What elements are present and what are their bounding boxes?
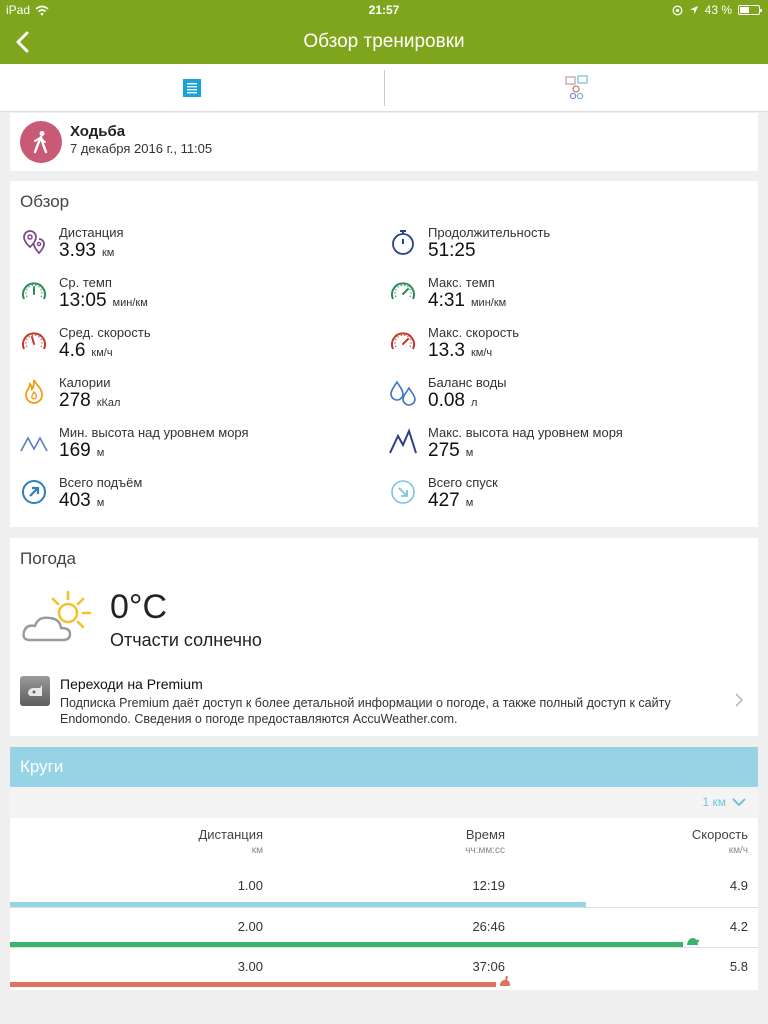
stat-label: Дистанция <box>59 225 124 240</box>
stat-item <box>19 225 379 269</box>
stat-unit: кКал <box>96 397 121 409</box>
stat-value <box>428 490 473 512</box>
stat-item <box>388 225 748 269</box>
max-altitude-icon <box>388 427 418 457</box>
stat-item <box>19 425 379 469</box>
stat-unit: м <box>465 497 474 509</box>
premium-logo-icon <box>20 676 50 706</box>
weather-card <box>10 538 758 736</box>
stat-item <box>388 375 748 419</box>
max-speed-icon <box>388 327 418 357</box>
lap-distance: 2.00 <box>237 919 263 934</box>
lap-speed: 5.8 <box>729 959 748 974</box>
stat-item <box>19 375 379 419</box>
tab-summary[interactable] <box>0 64 384 111</box>
workout-header <box>10 113 758 171</box>
lap-row[interactable] <box>10 907 758 947</box>
stat-unit: км/ч <box>91 347 113 359</box>
stat-label: Макс. высота над уровнем моря <box>428 425 623 440</box>
stat-label: Баланс воды <box>428 375 507 390</box>
stat-number: 0.08 <box>428 390 465 411</box>
status-bar <box>0 0 768 20</box>
stat-label: Всего спуск <box>428 475 498 490</box>
column-header-distance <box>198 827 263 856</box>
water-icon <box>388 377 418 407</box>
stat-value <box>428 290 506 312</box>
stat-value <box>428 440 473 462</box>
stat-number: 4.6 <box>59 340 86 361</box>
lap-speed: 4.9 <box>729 878 748 893</box>
stat-label: Макс. скорость <box>428 325 520 340</box>
column-header-speed <box>692 827 748 856</box>
stat-label: Ср. темп <box>59 275 112 290</box>
avg-speed-icon <box>19 327 49 357</box>
avg-pace-icon <box>19 277 49 307</box>
navigation-bar <box>0 20 768 64</box>
stat-unit: м <box>96 447 105 459</box>
premium-description: Подписка Premium даёт доступ к более детальной информации о погоде, а также полный доступ к сайту Endomondo. Сведения о погоде предоставляются AccuWeather.com. <box>60 696 671 726</box>
stat-item <box>19 275 379 319</box>
stat-item <box>388 275 748 319</box>
status-time: 21:57 <box>368 3 400 17</box>
battery-icon <box>738 5 760 15</box>
stat-label: Сред. скорость <box>59 325 151 340</box>
lap-row[interactable] <box>10 867 758 907</box>
rabbit-icon <box>498 975 512 987</box>
workout-date: 7 декабря 2016 г., 11:05 <box>70 141 213 156</box>
stat-unit: мин/км <box>112 297 148 309</box>
battery-percent: 43 % <box>704 3 732 17</box>
weather-condition: Отчасти солнечно <box>110 630 262 650</box>
stat-unit: м <box>465 447 474 459</box>
stat-value <box>428 340 492 362</box>
stat-item <box>388 325 748 369</box>
stat-unit: м <box>96 497 105 509</box>
column-label: Скорость <box>691 827 748 842</box>
stat-number: 13:05 <box>59 290 107 311</box>
stat-number: 427 <box>428 490 460 511</box>
page-title: Обзор тренировки <box>303 31 465 52</box>
laps-header <box>10 747 758 787</box>
stat-item <box>388 475 748 519</box>
lap-speed: 4.2 <box>729 919 748 934</box>
stat-number: 275 <box>428 440 460 461</box>
chevron-down-icon <box>732 798 746 807</box>
premium-promo[interactable] <box>10 672 758 730</box>
location-icon <box>689 5 699 15</box>
stat-item <box>19 475 379 519</box>
lap-pace-bar <box>10 982 496 987</box>
turtle-icon <box>685 935 699 947</box>
stat-unit: мин/км <box>470 297 507 309</box>
stat-number: 51:25 <box>428 240 476 261</box>
column-label: Время <box>465 827 505 842</box>
column-unit: км <box>251 845 263 856</box>
lap-time: 26:46 <box>472 919 505 934</box>
rotation-lock-icon <box>672 5 683 16</box>
min-altitude-icon <box>19 427 49 457</box>
stat-value <box>59 440 104 462</box>
weather-title: Погода <box>20 549 76 568</box>
chevron-right-icon <box>734 692 744 708</box>
distance-icon <box>19 227 49 257</box>
lap-length-value: 1 км <box>702 795 726 809</box>
tab-social[interactable] <box>385 64 768 111</box>
laps-table <box>10 787 758 990</box>
ascent-icon <box>19 477 49 507</box>
stat-item <box>19 325 379 369</box>
lap-distance: 3.00 <box>237 959 263 974</box>
column-header-time <box>465 827 505 856</box>
stat-label: Всего подъём <box>59 475 143 490</box>
stat-unit: л <box>470 397 478 409</box>
stat-item <box>388 425 748 469</box>
stopwatch-icon <box>388 227 418 257</box>
column-label: Дистанция <box>198 827 263 842</box>
descent-icon <box>388 477 418 507</box>
stat-value <box>59 390 120 412</box>
sport-name: Ходьба <box>70 123 126 140</box>
comments-icon <box>565 75 589 101</box>
lap-row[interactable] <box>10 947 758 987</box>
stat-number: 4:31 <box>428 290 465 311</box>
stat-unit: км/ч <box>470 347 493 359</box>
tab-bar <box>0 64 768 112</box>
column-unit: чч:мм:сс <box>465 845 505 856</box>
partly-sunny-icon <box>20 588 100 652</box>
lap-distance: 1.00 <box>237 878 263 893</box>
lap-length-dropdown[interactable] <box>702 795 746 809</box>
lap-time: 37:06 <box>472 959 505 974</box>
walking-icon <box>30 130 52 154</box>
stat-value <box>59 290 148 312</box>
stat-value <box>59 490 104 512</box>
lap-time: 12:19 <box>472 878 505 893</box>
laps-filter-bar <box>10 787 758 818</box>
stat-value <box>428 240 482 262</box>
stat-number: 403 <box>59 490 91 511</box>
stat-value <box>59 240 114 262</box>
calories-icon <box>19 377 49 407</box>
stat-number: 13.3 <box>428 340 465 361</box>
stat-label: Продолжительность <box>428 225 551 240</box>
stat-number: 278 <box>59 390 91 411</box>
stat-unit: км <box>101 247 115 259</box>
list-icon <box>182 78 202 98</box>
sport-avatar <box>20 121 62 163</box>
stat-number: 3.93 <box>59 240 96 261</box>
stat-value <box>59 340 113 362</box>
premium-title: Переходи на Premium <box>60 676 203 692</box>
stat-label: Калории <box>59 375 111 390</box>
overview-title: Обзор <box>20 192 70 211</box>
stat-label: Мин. высота над уровнем моря <box>59 425 249 440</box>
overview-card <box>10 181 758 527</box>
status-right <box>672 3 760 17</box>
laps-title: Круги <box>20 757 64 776</box>
stat-number: 169 <box>59 440 91 461</box>
device-label: iPad <box>6 3 31 17</box>
stat-label: Макс. темп <box>428 275 495 290</box>
temperature: 0°C <box>110 588 168 626</box>
max-pace-icon <box>388 277 418 307</box>
column-unit: км/ч <box>728 845 748 856</box>
stat-value <box>428 390 477 412</box>
